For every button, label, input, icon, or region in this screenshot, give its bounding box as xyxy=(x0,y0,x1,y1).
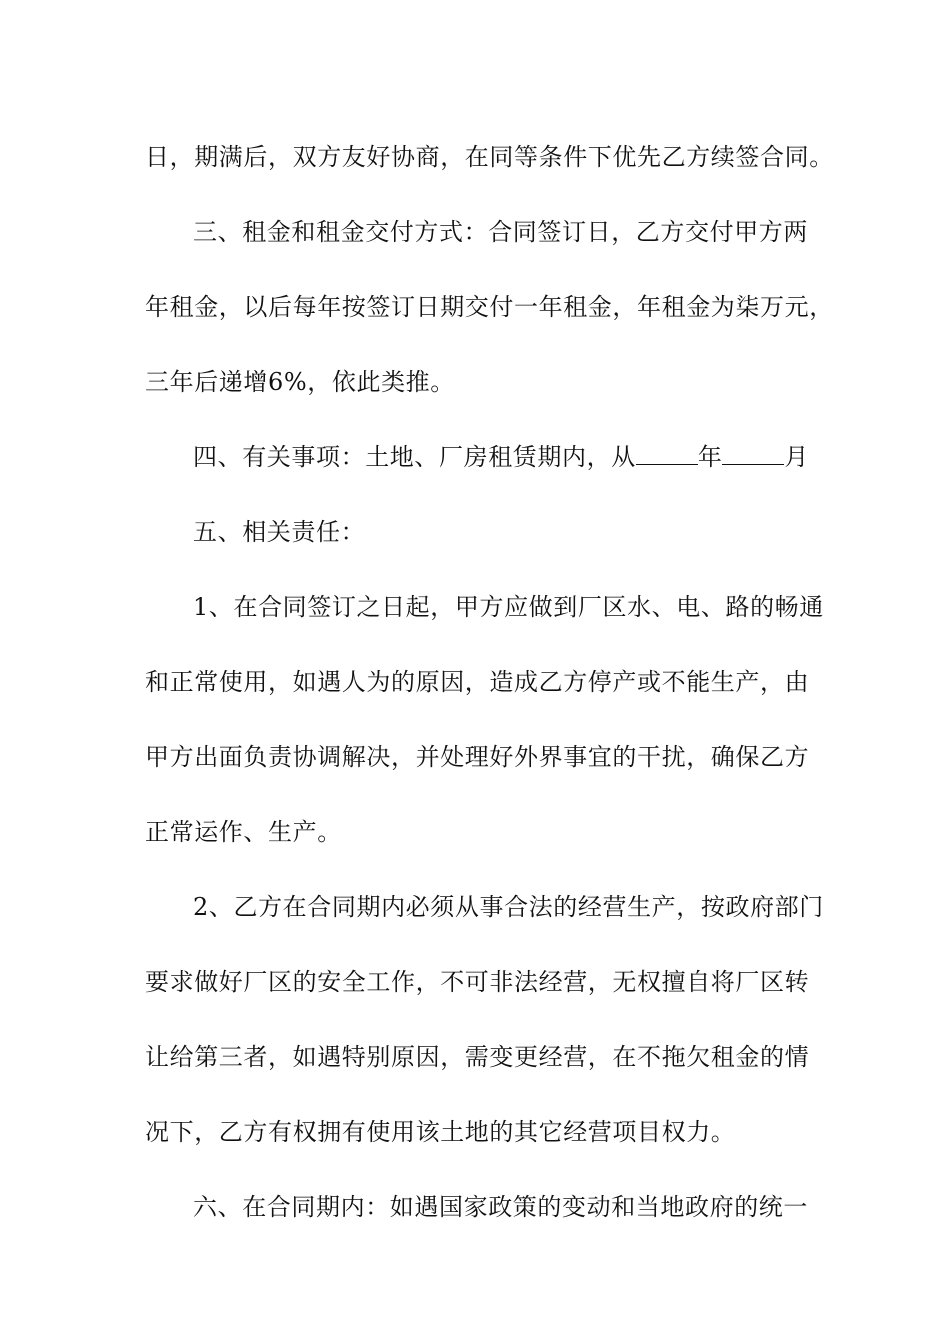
paragraph-line: 2、乙方在合同期内必须从事合法的经营生产，按政府部门 xyxy=(193,893,824,921)
paragraph-line: 让给第三者，如遇特别原因，需变更经营，在不拖欠租金的情 xyxy=(145,1043,810,1071)
item-four-prefix: 四、有关事项：土地、厂房租赁期内，从 xyxy=(193,443,636,471)
paragraph-line: 三、租金和租金交付方式：合同签订日，乙方交付甲方两 xyxy=(193,218,808,246)
year-blank xyxy=(636,444,698,465)
paragraph-line: 六、在合同期内：如遇国家政策的变动和当地政府的统一 xyxy=(193,1193,808,1221)
paragraph-line-item-four xyxy=(145,437,858,472)
paragraph-line: 日，期满后，双方友好协商，在同等条件下优先乙方续签合同。 xyxy=(145,143,834,171)
paragraph-line: 要求做好厂区的安全工作，不可非法经营，无权擅自将厂区转 xyxy=(145,968,810,996)
paragraph-line: 五、相关责任： xyxy=(193,518,366,546)
month-blank xyxy=(722,444,784,465)
paragraph-line: 正常运作、生产。 xyxy=(145,818,342,846)
paragraph-line: 况下，乙方有权拥有使用该土地的其它经营项目权力。 xyxy=(145,1118,736,1146)
paragraph-line: 三年后递增6%，依此类推。 xyxy=(145,368,455,396)
paragraph-line: 甲方出面负责协调解决，并处理好外界事宜的干扰，确保乙方 xyxy=(145,743,810,771)
month-label: 月 xyxy=(784,443,810,471)
year-label: 年 xyxy=(697,443,723,471)
paragraph-line: 和正常使用，如遇人为的原因，造成乙方停产或不能生产，由 xyxy=(145,668,810,696)
paragraph-line: 1、在合同签订之日起，甲方应做到厂区水、电、路的畅通 xyxy=(193,593,824,621)
paragraph-line: 年租金，以后每年按签订日期交付一年租金，年租金为柒万元， xyxy=(145,293,834,321)
